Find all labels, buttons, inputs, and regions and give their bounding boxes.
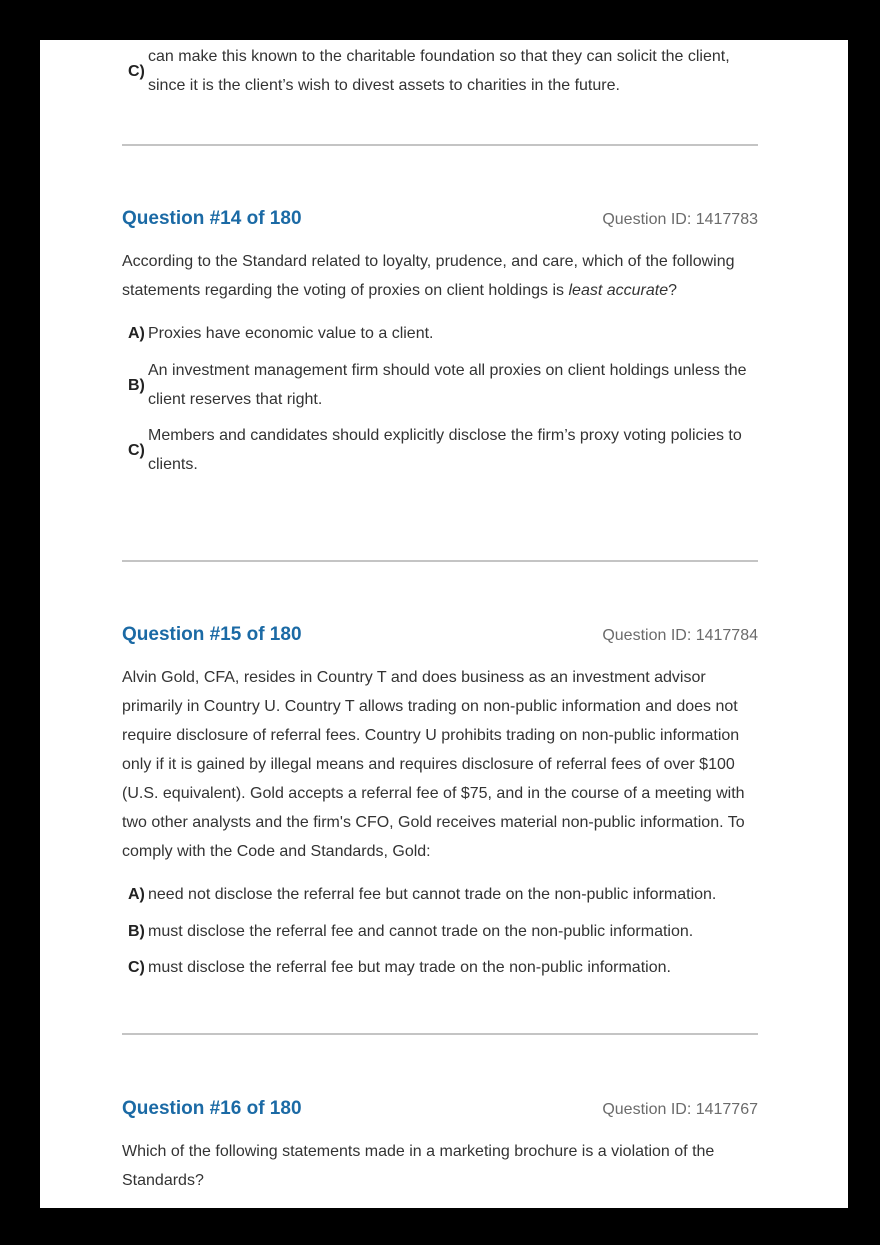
stem-text: Which of the following statements made in a marketing brochure is a violation of the Standards?	[122, 1143, 715, 1189]
answer-label: A)	[128, 886, 145, 903]
divider	[122, 1033, 758, 1035]
divider	[122, 144, 758, 146]
question-block	[122, 208, 758, 479]
answer-option-b[interactable]	[128, 356, 758, 414]
question-header	[122, 624, 758, 646]
question-header	[122, 208, 758, 230]
question-title: Question #14 of 180	[122, 208, 302, 229]
answer-option-a[interactable]	[128, 880, 758, 909]
stem-text-end: ?	[668, 282, 677, 299]
question-header	[122, 1098, 758, 1120]
answer-option-a[interactable]	[128, 319, 758, 348]
answer-label: C)	[128, 959, 145, 976]
question-id: Question ID: 1417783	[602, 211, 758, 228]
answer-text: must disclose the referral fee and cannot trade on the non-public information.	[148, 923, 694, 940]
question-stem	[122, 1137, 758, 1195]
answer-text: An investment management firm should vote all proxies on client holdings unless the client reserves that right.	[148, 362, 747, 408]
question-stem	[122, 247, 758, 305]
answer-option-b[interactable]	[128, 917, 758, 946]
answer-text: need not disclose the referral fee but cannot trade on the non-public information.	[148, 886, 717, 903]
question-block	[122, 624, 758, 982]
question-stem	[122, 663, 758, 866]
divider	[122, 560, 758, 562]
answer-option-c[interactable]	[128, 421, 758, 479]
answer-option-c[interactable]	[128, 42, 758, 100]
question-block	[122, 1098, 758, 1195]
question-id: Question ID: 1417784	[602, 627, 758, 644]
answer-list	[122, 880, 758, 982]
document-page	[40, 40, 848, 1208]
answer-text: can make this known to the charitable foundation so that they can solicit the client, since it is the client’s wish to divest assets to charities in the future.	[148, 48, 730, 94]
question-title: Question #16 of 180	[122, 1098, 302, 1119]
answer-label: A)	[128, 325, 145, 342]
stem-emphasis: least accurate	[568, 282, 669, 299]
answer-text: must disclose the referral fee but may trade on the non-public information.	[148, 959, 671, 976]
answer-text: Members and candidates should explicitly disclose the firm’s proxy voting policies to clients.	[148, 427, 742, 473]
stem-text: Alvin Gold, CFA, resides in Country T and does business as an investment advisor primarily in Country U. Country T allows trading on non-public information and does not require disclosure of referral fees. Country U prohibits trading on non-public information only if it is gained by illegal means and requires disclosure of referral fees of over $100 (U.S. equivalent). Gold accepts a referral fee of $75, and in the course of a meeting with two other analysts and the firm's CFO, Gold receives material non-public information. To comply with the Code and Standards, Gold:	[122, 669, 745, 860]
answer-label: C)	[128, 441, 145, 459]
question-id: Question ID: 1417767	[602, 1101, 758, 1118]
answer-list	[122, 319, 758, 479]
answer-label: B)	[128, 376, 145, 394]
answer-label: C)	[128, 62, 145, 80]
answer-label: B)	[128, 923, 145, 940]
stem-text: According to the Standard related to loyalty, prudence, and care, which of the following statements regarding the voting of proxies on client holdings is	[122, 253, 735, 299]
answer-text: Proxies have economic value to a client.	[148, 325, 434, 342]
answer-option-c[interactable]	[128, 953, 758, 982]
question-title: Question #15 of 180	[122, 624, 302, 645]
